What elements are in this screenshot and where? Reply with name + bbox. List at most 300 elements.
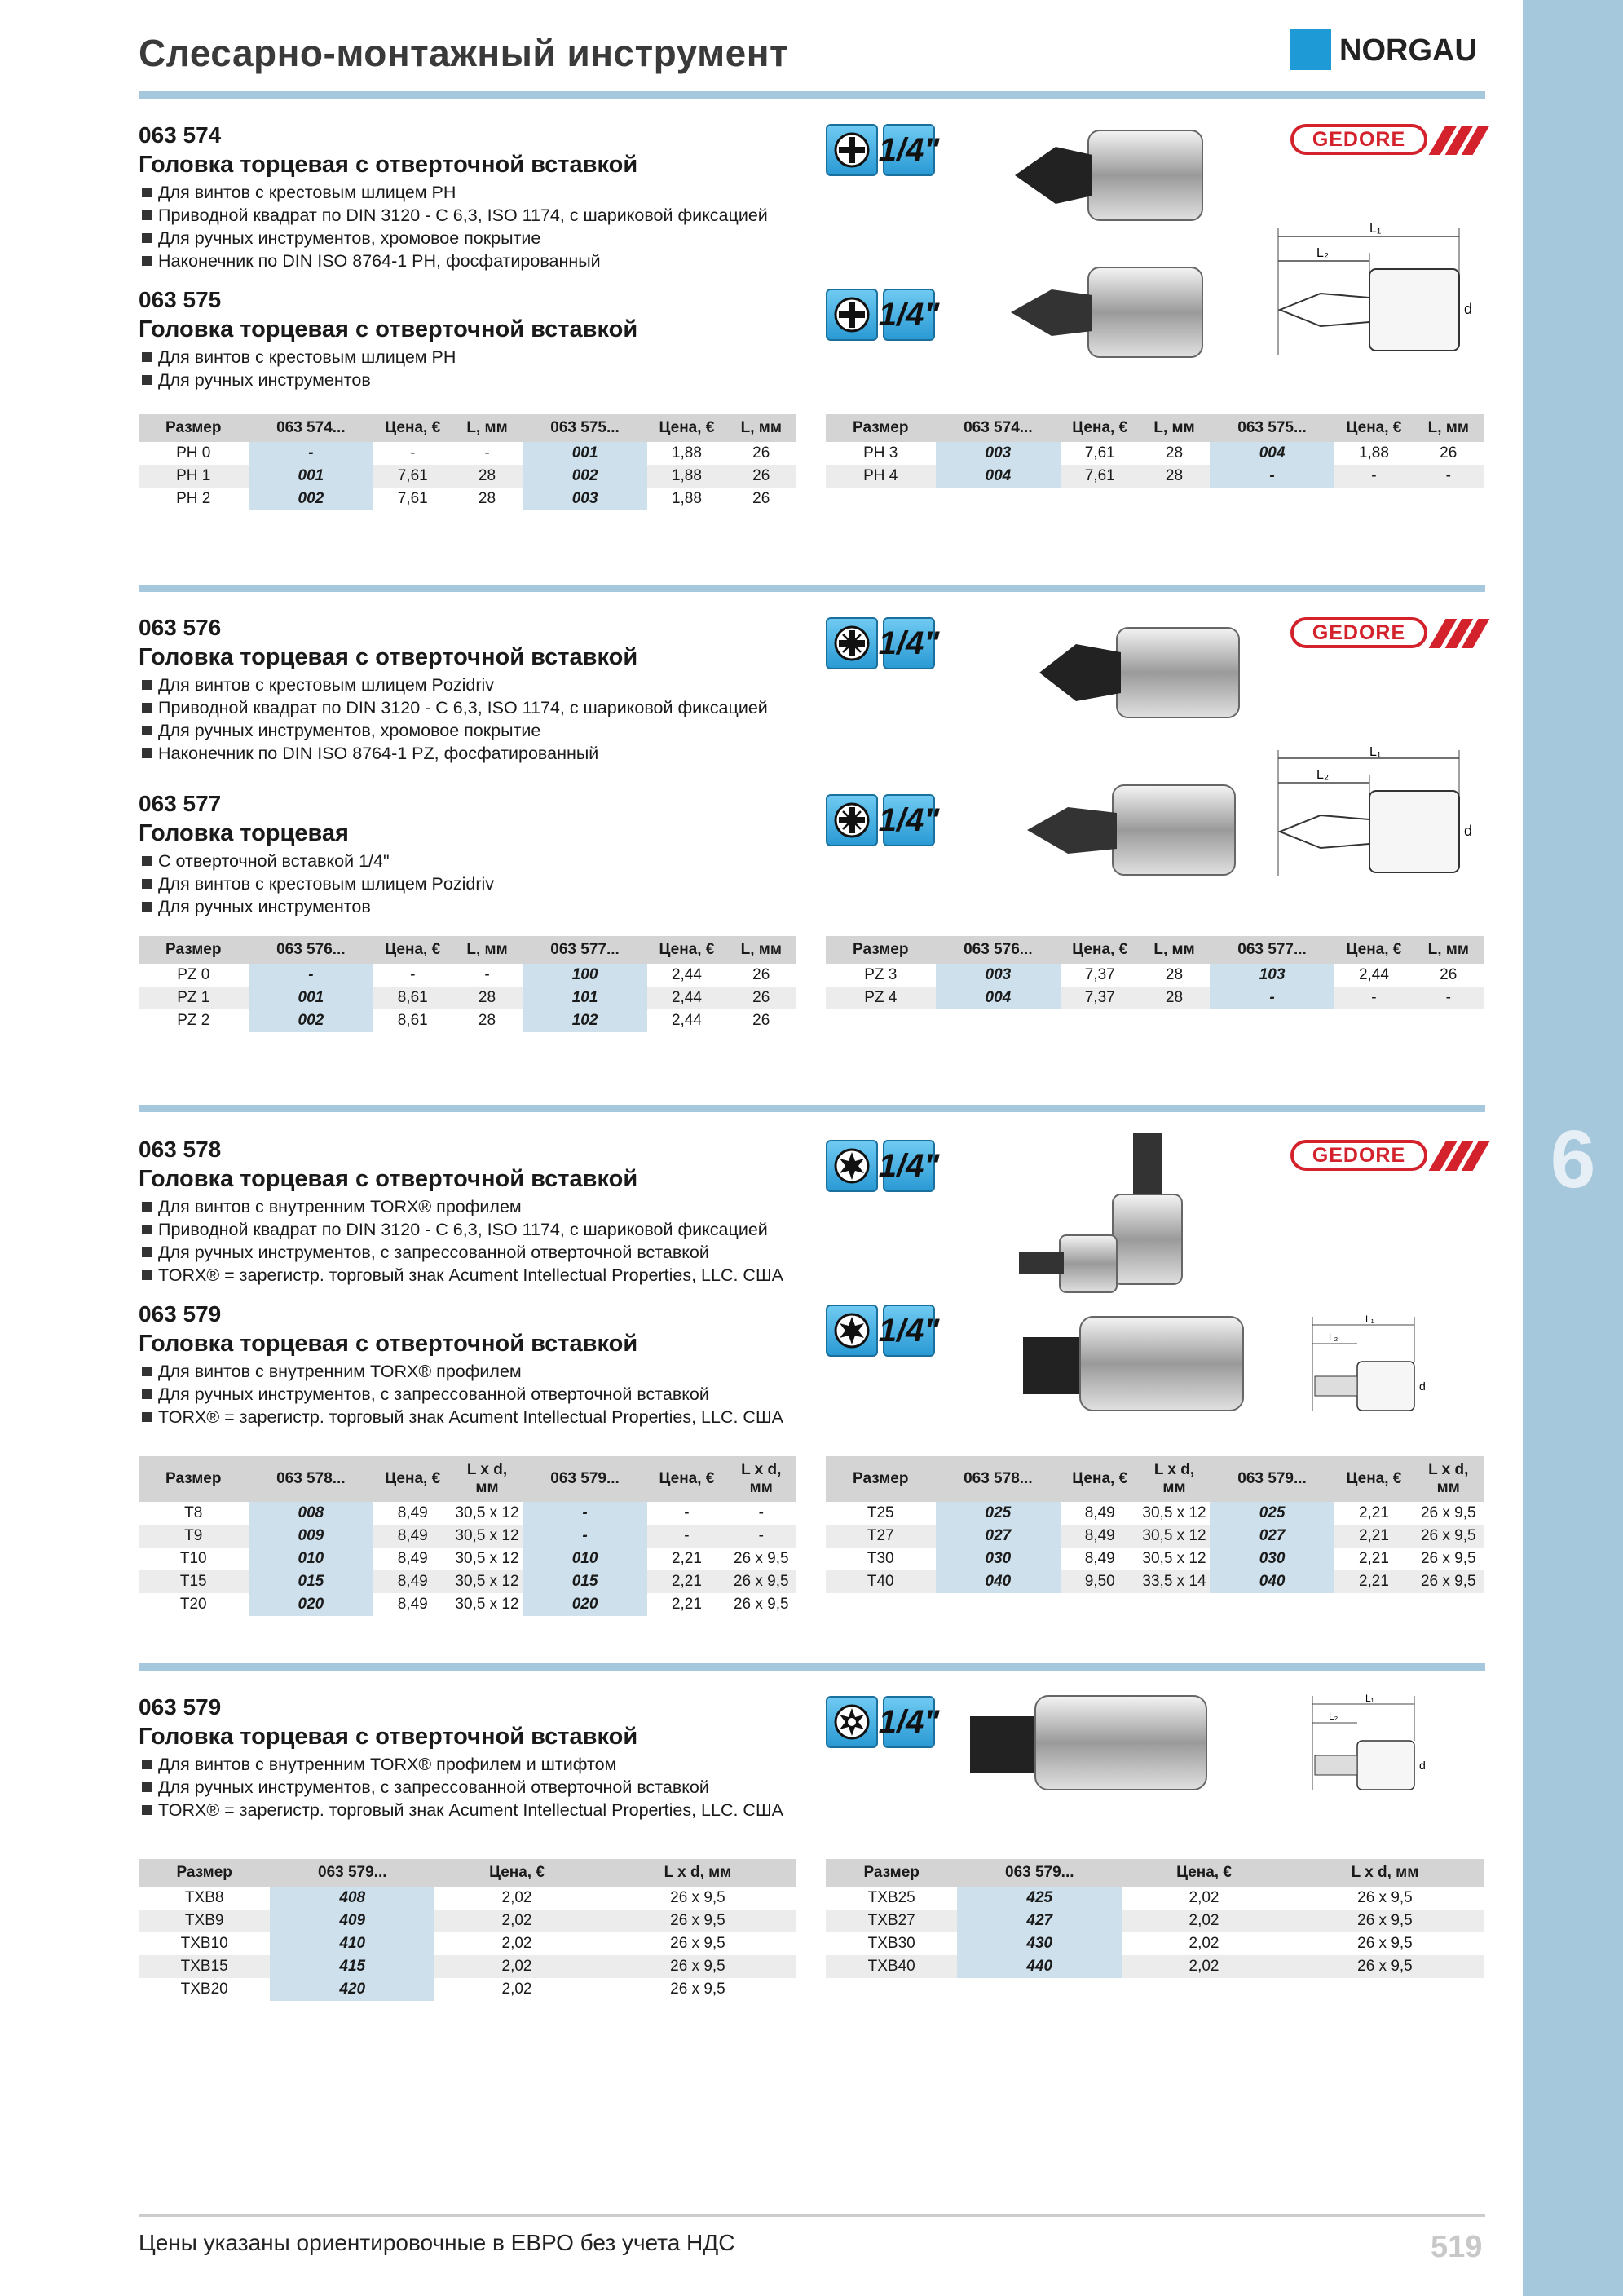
table-cell: 26 x 9,5 bbox=[1413, 1570, 1484, 1593]
article-number-cell: 001 bbox=[249, 987, 374, 1009]
table-cell: 2,02 bbox=[501, 1889, 532, 1906]
table-cell: - bbox=[684, 1504, 690, 1521]
column-header: 063 576... bbox=[249, 936, 374, 964]
quarter-inch-drive-icon bbox=[878, 1696, 940, 1748]
feature-item: Для ручных инструментов, хромовое покрытие bbox=[139, 227, 768, 249]
brand-square-icon bbox=[1290, 29, 1331, 70]
product-code: 063 579 bbox=[139, 1694, 222, 1720]
feature-list bbox=[139, 850, 494, 918]
feature-item: Приводной квадрат по DIN 3120 - C 6,3, ISO 1174, с шариковой фиксацией bbox=[139, 204, 768, 227]
column-header: 063 578... bbox=[249, 1456, 374, 1502]
table-cell: 2,21 bbox=[1334, 1570, 1413, 1593]
feature-item: Для винтов с внутренним TORX® профилем и штифтом bbox=[139, 1753, 783, 1776]
gedore-logo-text: GEDORE bbox=[1290, 124, 1427, 155]
table-cell: PZ 3 bbox=[864, 966, 898, 983]
table-row bbox=[139, 1932, 796, 1955]
column-header: Цена, € bbox=[1061, 936, 1139, 964]
table-cell: 2,02 bbox=[501, 1935, 532, 1952]
table-cell: 30,5 x 12 bbox=[455, 1504, 519, 1521]
pozidriv-icon bbox=[826, 617, 878, 669]
column-header: Цена, € bbox=[1334, 414, 1413, 442]
article-number-cell: 103 bbox=[1210, 964, 1335, 987]
column-header: 063 574... bbox=[249, 414, 374, 442]
table-cell: 2,21 bbox=[1334, 1525, 1413, 1548]
table-cell: 2,21 bbox=[671, 1596, 702, 1613]
footer-note: Цены указаны ориентировочные в ЕВРО без учета НДС bbox=[139, 2230, 735, 2255]
table-cell: 26 bbox=[752, 444, 770, 461]
socket-bit-photo bbox=[1007, 122, 1219, 228]
table-cell: 2,21 bbox=[1358, 1504, 1389, 1521]
article-number-cell: - bbox=[249, 442, 374, 465]
column-header: L, мм bbox=[1139, 414, 1209, 442]
feature-item: Для ручных инструментов bbox=[139, 895, 494, 918]
article-number-cell: 040 bbox=[936, 1570, 1061, 1593]
dim-label: d bbox=[1419, 1759, 1426, 1772]
article-number-cell: 027 bbox=[1210, 1525, 1335, 1548]
article-number-cell: - bbox=[1210, 465, 1335, 488]
column-header: 063 577... bbox=[523, 936, 648, 964]
article-number-cell: 025 bbox=[936, 1502, 1061, 1525]
table-cell: 8,49 bbox=[397, 1550, 428, 1567]
torx-icon bbox=[826, 1140, 878, 1192]
chapter-number: 6 bbox=[1550, 1114, 1596, 1205]
product-block bbox=[139, 1300, 783, 1428]
column-header: L, мм bbox=[1413, 936, 1484, 964]
table-cell: 2,02 bbox=[1122, 1910, 1286, 1932]
pozidriv-icon bbox=[826, 794, 878, 846]
table-cell: TXB30 bbox=[867, 1935, 915, 1952]
column-header: L, мм bbox=[1139, 936, 1209, 964]
gedore-logo bbox=[1290, 124, 1484, 157]
table-cell: TXB9 bbox=[139, 1910, 270, 1932]
drive-size-label: 1/4" bbox=[878, 296, 940, 333]
article-number-cell: 425 bbox=[957, 1887, 1122, 1910]
torx-socket-photo bbox=[1015, 1313, 1255, 1419]
column-header: Размер bbox=[139, 414, 249, 442]
dim-label: L₂ bbox=[1329, 1331, 1339, 1343]
section-divider bbox=[139, 91, 1485, 99]
table-cell: 2,02 bbox=[1189, 1889, 1219, 1906]
table-cell: TXB20 bbox=[180, 1980, 228, 1998]
table-row bbox=[139, 1548, 796, 1570]
table-cell: - bbox=[1334, 465, 1413, 488]
table-cell: TXB40 bbox=[826, 1955, 957, 1978]
table-cell: - bbox=[410, 966, 416, 983]
table-header-row bbox=[826, 414, 1484, 442]
article-number-cell: 004 bbox=[936, 987, 1061, 1009]
product-code: 063 577 bbox=[139, 791, 222, 816]
table-cell: 26 x 9,5 bbox=[1420, 1550, 1476, 1567]
table-cell: T30 bbox=[867, 1550, 894, 1567]
column-header: 063 579... bbox=[270, 1859, 434, 1887]
table-row bbox=[139, 964, 796, 987]
table-cell: 26 x 9,5 bbox=[599, 1955, 796, 1978]
article-number-cell: 004 bbox=[1210, 442, 1335, 465]
article-number-cell: 040 bbox=[1210, 1570, 1335, 1593]
table-cell: 8,49 bbox=[373, 1570, 452, 1593]
table-row bbox=[826, 987, 1484, 1009]
table-cell: PH 0 bbox=[176, 444, 211, 461]
table-cell: 2,44 bbox=[1358, 966, 1389, 983]
product-name: Головка торцевая с отверточной вставкой bbox=[139, 152, 638, 178]
icon-group bbox=[826, 289, 940, 341]
product-block bbox=[139, 1693, 783, 1821]
column-header: 063 578... bbox=[936, 1456, 1061, 1502]
table-cell: T27 bbox=[826, 1525, 936, 1548]
torx-socket-photo bbox=[1011, 1129, 1231, 1317]
feature-item: С отверточной вставкой 1/4" bbox=[139, 850, 494, 872]
feature-item: Приводной квадрат по DIN 3120 - C 6,3, ISO 1174, с шариковой фиксацией bbox=[139, 696, 768, 719]
table-cell: 26 x 9,5 bbox=[1286, 1955, 1484, 1978]
feature-item: Наконечник по DIN ISO 8764-1 PZ, фосфатированный bbox=[139, 742, 768, 765]
table-cell: 8,49 bbox=[1084, 1504, 1115, 1521]
table-row bbox=[826, 1955, 1484, 1978]
article-number-cell: 020 bbox=[249, 1593, 374, 1616]
gedore-logo-text: GEDORE bbox=[1290, 617, 1427, 648]
product-name: Головка торцевая с отверточной вставкой bbox=[139, 644, 638, 670]
column-header: Размер bbox=[826, 1456, 936, 1502]
table-cell: 28 bbox=[1139, 465, 1209, 488]
table-cell: 26 bbox=[1440, 966, 1458, 983]
column-header: Цена, € bbox=[647, 1456, 725, 1502]
table-cell: 28 bbox=[478, 490, 496, 507]
table-cell: TXB15 bbox=[139, 1955, 270, 1978]
table-header-row bbox=[826, 936, 1484, 964]
spec-table bbox=[139, 1456, 796, 1616]
drive-size-label: 1/4" bbox=[878, 1312, 940, 1349]
column-header: Цена, € bbox=[1122, 1859, 1286, 1887]
feature-list bbox=[139, 346, 637, 391]
table-cell: 8,49 bbox=[397, 1504, 428, 1521]
column-header: L, мм bbox=[452, 414, 522, 442]
table-row bbox=[139, 1009, 796, 1032]
quarter-inch-drive-icon bbox=[878, 794, 940, 846]
feature-list bbox=[139, 673, 768, 765]
table-cell: 26 bbox=[752, 1012, 770, 1029]
section-divider bbox=[139, 585, 1485, 592]
table-cell: 26 bbox=[1440, 444, 1458, 461]
spec-table bbox=[139, 1859, 796, 2001]
article-number-cell: 002 bbox=[523, 465, 648, 488]
table-cell: PH 3 bbox=[863, 444, 898, 461]
table-cell: 2,44 bbox=[647, 987, 725, 1009]
spec-table bbox=[826, 414, 1484, 488]
product-name: Головка торцевая bbox=[139, 820, 349, 846]
product-code: 063 575 bbox=[139, 287, 222, 312]
feature-item: Для ручных инструментов bbox=[139, 369, 637, 391]
table-cell: 28 bbox=[478, 1012, 496, 1029]
column-header: Размер bbox=[139, 1456, 249, 1502]
table-row bbox=[139, 987, 796, 1009]
article-number-cell: 003 bbox=[523, 488, 648, 510]
table-cell: 30,5 x 12 bbox=[1142, 1504, 1206, 1521]
table-row bbox=[826, 1932, 1484, 1955]
feature-item: TORX® = зарегистр. торговый знак Acument Intellectual Properties, LLC. США bbox=[139, 1799, 783, 1821]
column-header: 063 575... bbox=[523, 414, 648, 442]
phillips-icon bbox=[826, 124, 878, 176]
table-cell: PH 2 bbox=[176, 490, 211, 507]
article-number-cell: 030 bbox=[1210, 1548, 1335, 1570]
column-header: L, мм bbox=[725, 414, 796, 442]
icon-group bbox=[826, 617, 940, 669]
table-cell: - bbox=[410, 444, 416, 461]
table-cell: - bbox=[725, 1525, 796, 1548]
column-header: L, мм bbox=[725, 936, 796, 964]
table-cell: 26 x 9,5 bbox=[670, 1889, 725, 1906]
feature-list bbox=[139, 1360, 783, 1428]
article-number-cell: - bbox=[249, 964, 374, 987]
column-header: L x d, мм bbox=[1286, 1859, 1484, 1887]
column-header: 063 574... bbox=[936, 414, 1061, 442]
table-cell: - bbox=[1413, 987, 1484, 1009]
article-number-cell: 010 bbox=[249, 1548, 374, 1570]
table-cell: 26 bbox=[725, 987, 796, 1009]
article-number-cell: - bbox=[523, 1525, 648, 1548]
table-cell: 30,5 x 12 bbox=[452, 1525, 522, 1548]
article-number-cell: 010 bbox=[523, 1548, 648, 1570]
table-cell: 30,5 x 12 bbox=[452, 1570, 522, 1593]
table-cell: T40 bbox=[826, 1570, 936, 1593]
table-cell: - bbox=[484, 966, 490, 983]
table-cell: 1,88 bbox=[647, 465, 725, 488]
column-header: L, мм bbox=[452, 936, 522, 964]
table-cell: 33,5 x 14 bbox=[1139, 1570, 1209, 1593]
table-cell: TXB10 bbox=[180, 1935, 228, 1952]
drive-size-label: 1/4" bbox=[878, 1703, 940, 1740]
table-cell: 7,61 bbox=[1084, 444, 1115, 461]
table-cell: T10 bbox=[179, 1550, 207, 1567]
table-cell: 30,5 x 12 bbox=[455, 1596, 519, 1613]
feature-item: Для ручных инструментов, с запрессованной отверточной вставкой bbox=[139, 1776, 783, 1799]
column-header: Размер bbox=[826, 936, 936, 964]
product-block bbox=[139, 1135, 783, 1287]
norgau-logo bbox=[1290, 29, 1486, 70]
product-name: Головка торцевая с отверточной вставкой bbox=[139, 1166, 638, 1192]
table-row bbox=[826, 442, 1484, 465]
table-cell: 28 bbox=[1165, 444, 1184, 461]
column-header: L x d, мм bbox=[1139, 1456, 1209, 1502]
article-number-cell: 002 bbox=[249, 488, 374, 510]
article-number-cell: 430 bbox=[957, 1932, 1122, 1955]
dimension-diagram bbox=[1308, 1313, 1431, 1419]
table-cell: 28 bbox=[1139, 987, 1209, 1009]
table-cell: 26 x 9,5 bbox=[1420, 1504, 1476, 1521]
table-row bbox=[139, 1978, 796, 2001]
feature-list bbox=[139, 1753, 783, 1821]
icon-group bbox=[826, 1696, 940, 1748]
column-header: 063 576... bbox=[936, 936, 1061, 964]
table-cell: 7,61 bbox=[1061, 465, 1139, 488]
feature-item: TORX® = зарегистр. торговый знак Acument Intellectual Properties, LLC. США bbox=[139, 1264, 783, 1287]
column-header: 063 579... bbox=[1210, 1456, 1335, 1502]
table-header-row bbox=[139, 1456, 796, 1502]
torx-pin-icon bbox=[826, 1696, 878, 1748]
product-block bbox=[139, 285, 637, 391]
table-cell: 2,44 bbox=[671, 1012, 702, 1029]
article-number-cell: 440 bbox=[957, 1955, 1122, 1978]
column-header: L x d, мм bbox=[725, 1456, 796, 1502]
quarter-inch-drive-icon bbox=[878, 124, 940, 176]
article-number-cell: 409 bbox=[270, 1910, 434, 1932]
table-cell: TXB27 bbox=[826, 1910, 957, 1932]
drive-size-label: 1/4" bbox=[878, 131, 940, 168]
table-cell: - bbox=[758, 1504, 764, 1521]
article-number-cell: 001 bbox=[523, 442, 648, 465]
article-number-cell: 100 bbox=[523, 964, 648, 987]
table-row bbox=[826, 964, 1484, 987]
socket-bit-photo bbox=[1027, 620, 1255, 726]
table-cell: TXB8 bbox=[184, 1889, 224, 1906]
page-number: 519 bbox=[1431, 2230, 1483, 2264]
table-cell: PH 4 bbox=[826, 465, 936, 488]
column-header: L, мм bbox=[1413, 414, 1484, 442]
article-number-cell: 009 bbox=[249, 1525, 374, 1548]
spec-table bbox=[826, 936, 1484, 1009]
dim-label: d bbox=[1464, 823, 1473, 839]
column-header: Цена, € bbox=[1334, 1456, 1413, 1502]
column-header: Размер bbox=[826, 1859, 957, 1887]
product-name: Головка торцевая с отверточной вставкой bbox=[139, 316, 638, 342]
table-cell: T25 bbox=[867, 1504, 894, 1521]
table-row bbox=[139, 488, 796, 510]
dim-label: d bbox=[1419, 1380, 1426, 1393]
brand-name: NORGAU bbox=[1339, 33, 1477, 68]
socket-bit-photo bbox=[1007, 261, 1219, 367]
table-row bbox=[139, 1502, 796, 1525]
column-header: 063 579... bbox=[957, 1859, 1122, 1887]
column-header: Цена, € bbox=[1061, 1456, 1139, 1502]
product-block bbox=[139, 121, 768, 272]
table-cell: - bbox=[1334, 987, 1413, 1009]
table-cell: PZ 0 bbox=[177, 966, 210, 983]
column-header: Цена, € bbox=[647, 414, 725, 442]
column-header: 063 575... bbox=[1210, 414, 1335, 442]
icon-group bbox=[826, 1305, 940, 1357]
table-cell: 8,61 bbox=[373, 987, 452, 1009]
drive-size-label: 1/4" bbox=[878, 625, 940, 661]
table-cell: 8,61 bbox=[397, 1012, 428, 1029]
table-cell: 2,02 bbox=[1122, 1955, 1286, 1978]
table-cell: 2,21 bbox=[671, 1550, 702, 1567]
article-number-cell: 410 bbox=[270, 1932, 434, 1955]
gedore-logo bbox=[1290, 617, 1484, 650]
article-number-cell: 030 bbox=[936, 1548, 1061, 1570]
column-header: L x d, мм bbox=[1413, 1456, 1484, 1502]
table-cell: 7,37 bbox=[1061, 987, 1139, 1009]
feature-item: Наконечник по DIN ISO 8764-1 PH, фосфатированный bbox=[139, 249, 768, 272]
drive-size-label: 1/4" bbox=[878, 801, 940, 838]
article-number-cell: 025 bbox=[1210, 1502, 1335, 1525]
table-row bbox=[826, 1502, 1484, 1525]
article-number-cell: 102 bbox=[523, 1009, 648, 1032]
article-number-cell: 027 bbox=[936, 1525, 1061, 1548]
table-cell: - bbox=[647, 1525, 725, 1548]
product-code: 063 578 bbox=[139, 1137, 222, 1162]
icon-group bbox=[826, 124, 940, 176]
product-code: 063 579 bbox=[139, 1301, 222, 1327]
feature-item: TORX® = зарегистр. торговый знак Acument Intellectual Properties, LLC. США bbox=[139, 1406, 783, 1428]
table-row bbox=[139, 465, 796, 488]
table-cell: 28 bbox=[452, 465, 522, 488]
chapter-sidebar bbox=[1523, 0, 1623, 2296]
table-cell: - bbox=[1413, 465, 1484, 488]
table-cell: 9,50 bbox=[1061, 1570, 1139, 1593]
socket-bit-photo bbox=[1023, 779, 1251, 885]
dim-label: L₂ bbox=[1329, 1711, 1339, 1722]
article-number-cell: 408 bbox=[270, 1887, 434, 1910]
table-cell: 30,5 x 12 bbox=[455, 1550, 519, 1567]
column-header: Размер bbox=[826, 414, 936, 442]
gedore-logo bbox=[1290, 1140, 1484, 1172]
table-row bbox=[139, 1593, 796, 1616]
table-row bbox=[826, 1548, 1484, 1570]
table-row bbox=[139, 1910, 796, 1932]
table-cell: 1,88 bbox=[671, 490, 702, 507]
table-cell: 26 x 9,5 bbox=[670, 1980, 725, 1998]
table-cell: 26 x 9,5 bbox=[1357, 1935, 1413, 1952]
table-cell: PH 1 bbox=[139, 465, 249, 488]
table-cell: 7,37 bbox=[1084, 966, 1115, 983]
table-cell: 26 x 9,5 bbox=[1357, 1889, 1413, 1906]
section-divider bbox=[139, 1663, 1485, 1671]
article-number-cell: 001 bbox=[249, 465, 374, 488]
table-header-row bbox=[826, 1456, 1484, 1502]
icon-group bbox=[826, 1140, 940, 1192]
article-number-cell: 008 bbox=[249, 1502, 374, 1525]
column-header: 063 577... bbox=[1210, 936, 1335, 964]
torx-socket-photo bbox=[962, 1692, 1223, 1798]
article-number-cell: 415 bbox=[270, 1955, 434, 1978]
spec-table bbox=[826, 1456, 1484, 1593]
table-header-row bbox=[139, 1859, 796, 1887]
article-number-cell: - bbox=[1210, 987, 1335, 1009]
table-header-row bbox=[139, 414, 796, 442]
dim-label: L₁ bbox=[1365, 1693, 1374, 1704]
quarter-inch-drive-icon bbox=[878, 1305, 940, 1357]
dim-label: L₁ bbox=[1365, 1314, 1374, 1325]
table-cell: T20 bbox=[179, 1596, 207, 1613]
feature-item: Для винтов с крестовым шлицем PH bbox=[139, 346, 637, 369]
column-header: Цена, € bbox=[1334, 936, 1413, 964]
table-row bbox=[826, 1570, 1484, 1593]
page-title: Слесарно-монтажный инструмент bbox=[139, 32, 789, 74]
table-cell: 2,21 bbox=[1358, 1550, 1389, 1567]
feature-list bbox=[139, 1195, 783, 1287]
article-number-cell: 002 bbox=[249, 1009, 374, 1032]
feature-item: Для ручных инструментов, хромовое покрытие bbox=[139, 719, 768, 742]
column-header: Размер bbox=[139, 1859, 270, 1887]
dim-label: L₂ bbox=[1316, 246, 1330, 260]
table-row bbox=[826, 1887, 1484, 1910]
icon-group bbox=[826, 794, 940, 846]
table-cell: 8,49 bbox=[397, 1596, 428, 1613]
product-block bbox=[139, 613, 768, 765]
table-cell: 2,44 bbox=[671, 966, 702, 983]
dim-label: L₁ bbox=[1369, 222, 1382, 236]
table-cell: 2,02 bbox=[434, 1955, 599, 1978]
table-cell: 26 x 9,5 bbox=[599, 1910, 796, 1932]
section-divider bbox=[139, 1105, 1485, 1112]
spec-table bbox=[139, 936, 796, 1032]
phillips-icon bbox=[826, 289, 878, 341]
table-cell: PZ 1 bbox=[139, 987, 249, 1009]
quarter-inch-drive-icon bbox=[878, 289, 940, 341]
article-number-cell: 015 bbox=[249, 1570, 374, 1593]
column-header: L x d, мм bbox=[599, 1859, 796, 1887]
table-cell: 30,5 x 12 bbox=[1142, 1550, 1206, 1567]
dim-label: d bbox=[1464, 301, 1473, 317]
article-number-cell: 004 bbox=[936, 465, 1061, 488]
